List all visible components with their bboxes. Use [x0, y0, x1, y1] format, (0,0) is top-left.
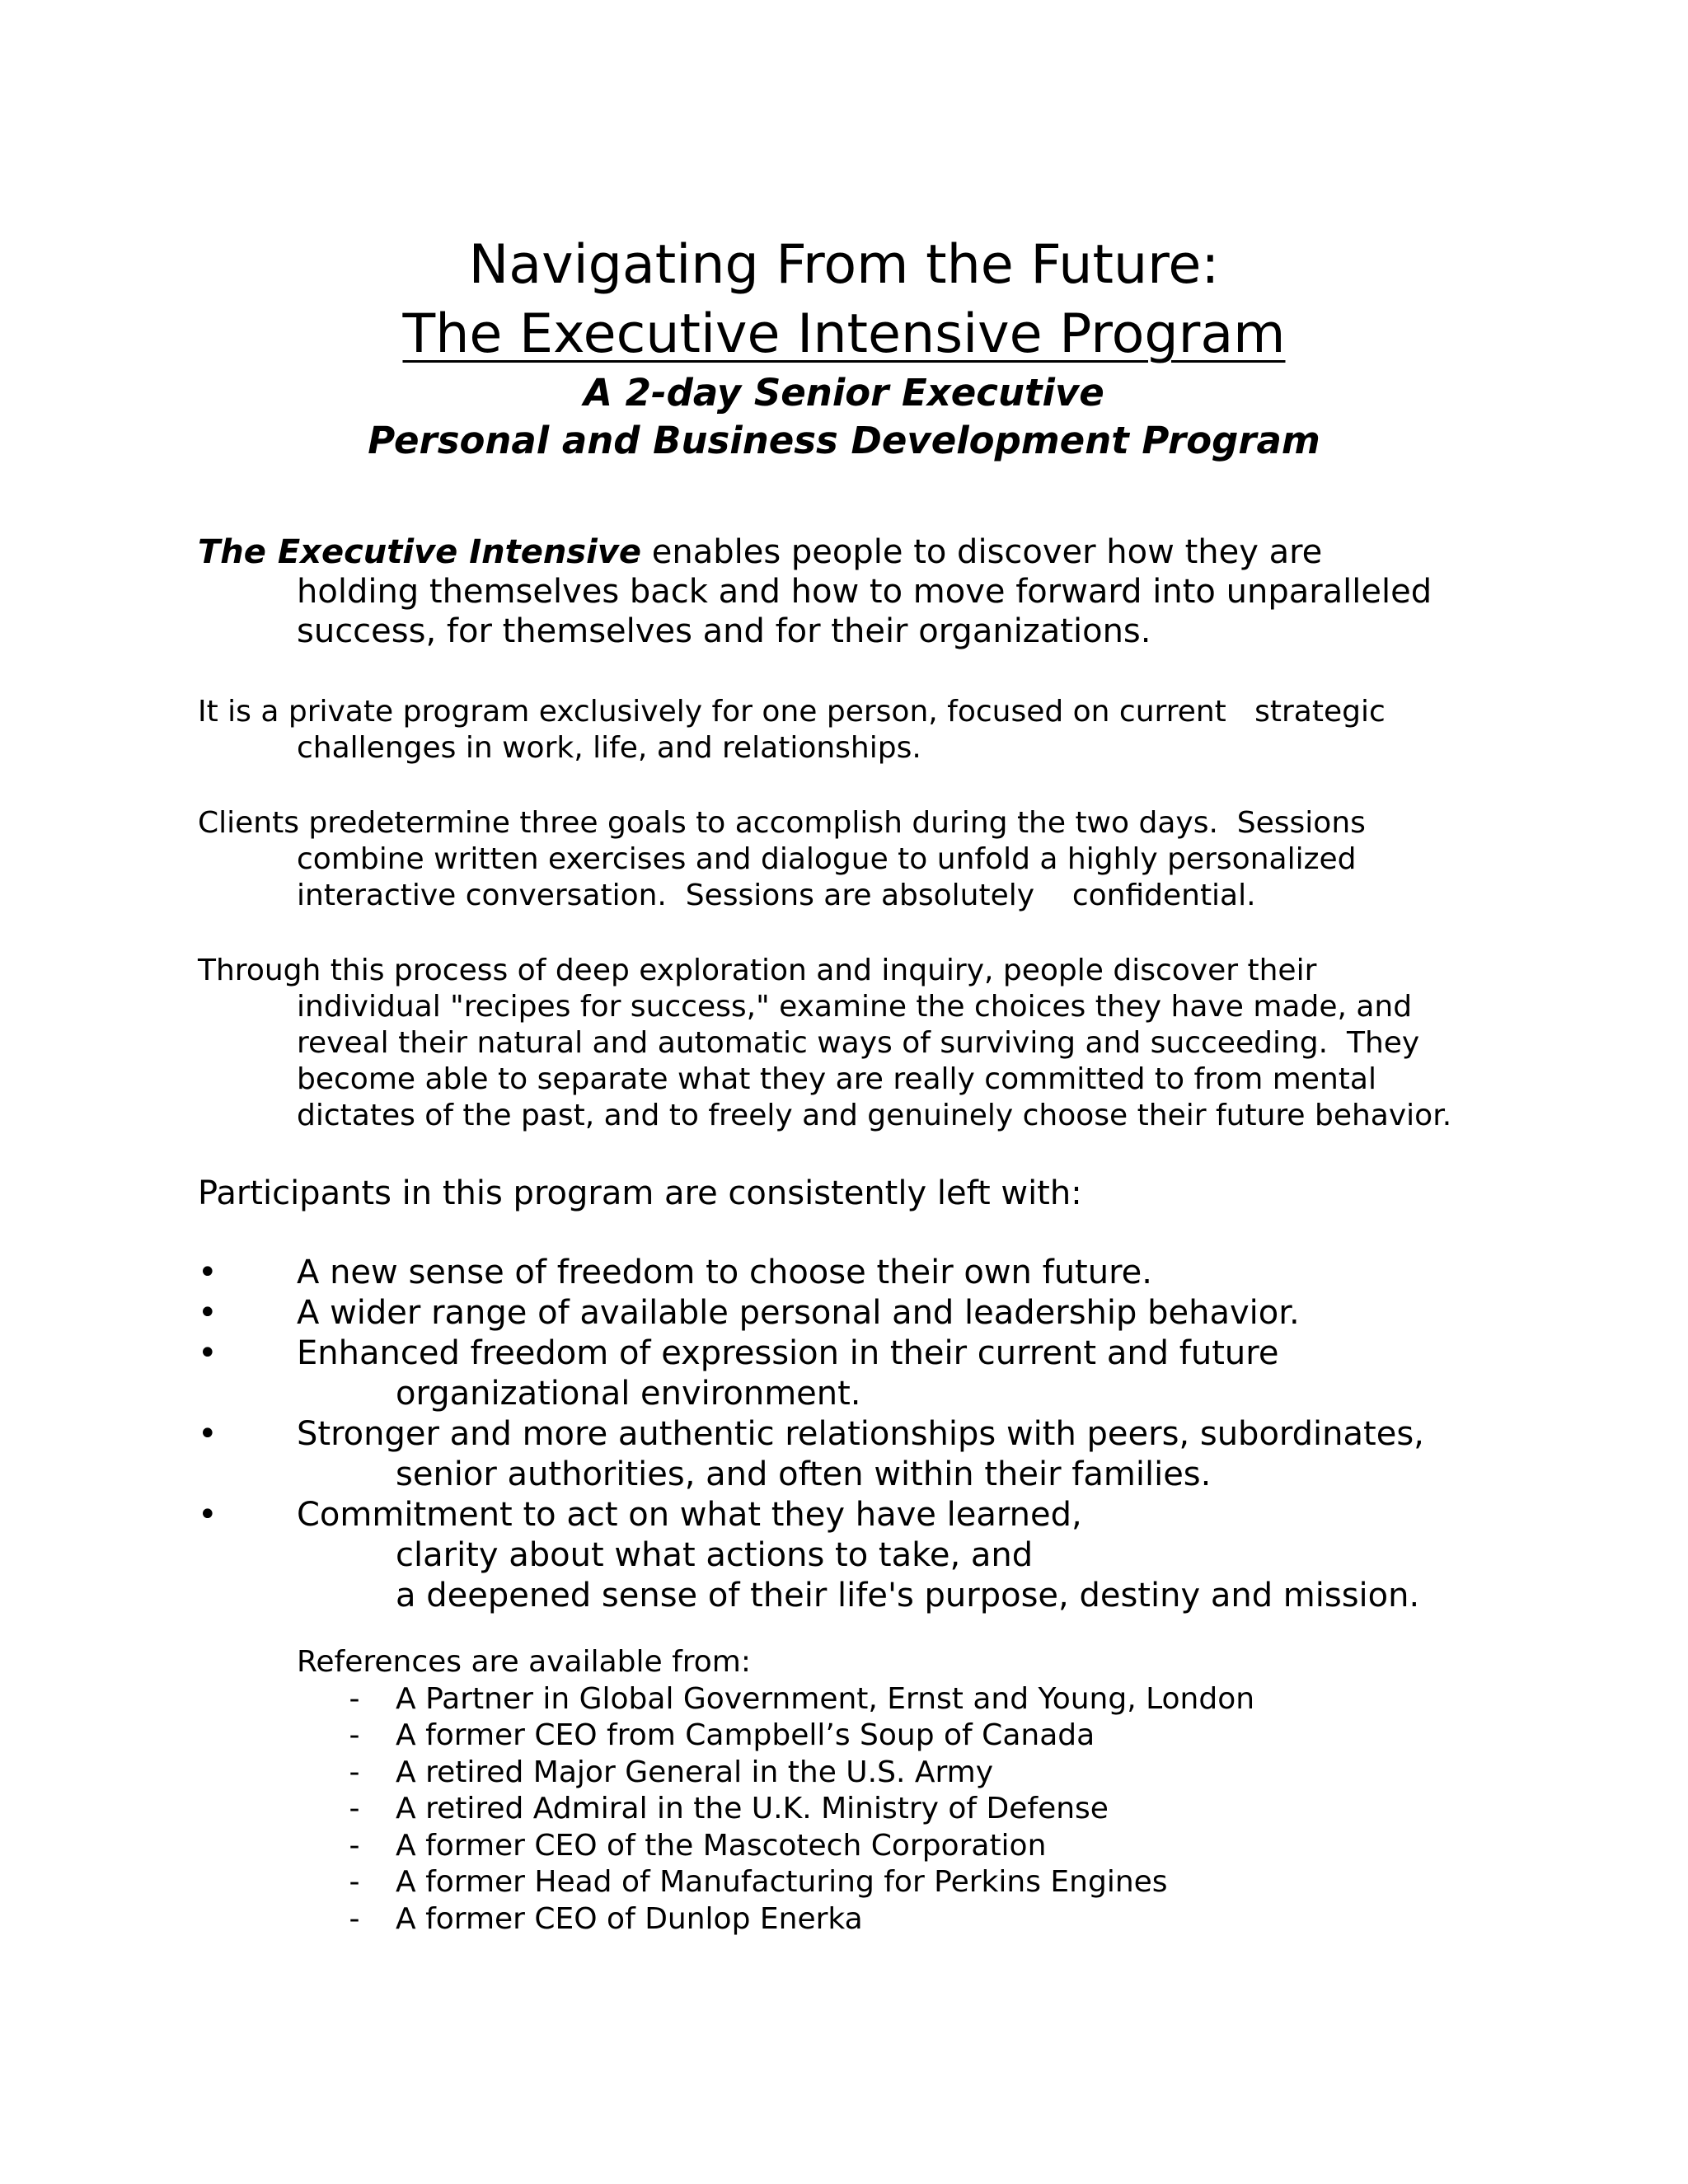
clients-paragraph — [198, 805, 1533, 914]
reference-text: A former CEO of the Mascotech Corporation — [396, 1828, 1047, 1863]
process-line-1: Through this process of deep exploration and inquiry, people discover their — [198, 954, 1317, 987]
process-line-5: dictates of the past, and to freely and genuinely choose their future behavior. — [297, 1099, 1452, 1132]
list-item — [198, 1495, 1533, 1616]
dash-icon: - — [349, 1828, 360, 1863]
bullet-icon: • — [198, 1415, 218, 1453]
references-list — [297, 1681, 1254, 1938]
clients-line-3: interactive conversation. Sessions are absolutely confidential. — [297, 879, 1256, 912]
list-item — [297, 1681, 1254, 1718]
list-item — [297, 1755, 1254, 1792]
intro-line-1: enables people to discover how they are — [641, 533, 1323, 571]
list-item — [198, 1293, 1533, 1333]
dash-icon: - — [349, 1901, 360, 1936]
list-item — [297, 1791, 1254, 1828]
bullet-text-continued: a deepened sense of their life's purpose, destiny and mission. — [396, 1577, 1420, 1615]
bullet-icon: • — [198, 1334, 218, 1372]
bullet-text: Enhanced freedom of expression in their current and future — [297, 1334, 1279, 1372]
bullet-text: A wider range of available personal and leadership behavior. — [297, 1294, 1300, 1332]
references-section — [297, 1644, 1254, 1938]
bullet-icon: • — [198, 1496, 218, 1534]
list-item — [297, 1864, 1254, 1901]
bullet-icon: • — [198, 1254, 218, 1291]
private-line-2: challenges in work, life, and relationships. — [297, 731, 921, 765]
reference-text: A Partner in Global Government, Ernst and Young, London — [396, 1681, 1255, 1716]
intro-line-3: success, for themselves and for their organizations. — [297, 612, 1151, 650]
intro-line-2: holding themselves back and how to move forward into unparalleled — [297, 573, 1432, 611]
document-title: Navigating From the Future: — [468, 234, 1220, 296]
private-line-1: It is a private program exclusively for one person, focused on current strategic — [198, 695, 1386, 729]
private-paragraph — [198, 694, 1533, 766]
reference-text: A former Head of Manufacturing for Perkins Engines — [396, 1865, 1168, 1899]
reference-text: A retired Admiral in the U.K. Ministry of Defense — [396, 1792, 1109, 1825]
list-item — [297, 1828, 1254, 1865]
dash-icon: - — [349, 1718, 360, 1752]
bullet-text: Commitment to act on what they have learned, — [297, 1496, 1082, 1534]
bullet-text-continued: senior authorities, and often within their families. — [396, 1455, 1212, 1493]
bullet-icon: • — [198, 1294, 218, 1332]
list-item — [198, 1333, 1533, 1414]
intro-lead: The Executive Intensive — [198, 533, 642, 571]
bullet-text-continued: clarity about what actions to take, and — [396, 1536, 1034, 1574]
list-item — [297, 1901, 1254, 1938]
list-item — [198, 1414, 1533, 1495]
list-item — [198, 1253, 1533, 1293]
title-block — [0, 231, 1688, 465]
program-title: The Executive Intensive Program — [402, 303, 1286, 365]
clients-line-2: combine written exercises and dialogue to unfold a highly personalized — [297, 842, 1357, 876]
dash-icon: - — [349, 1755, 360, 1789]
subtitle-line-2: Personal and Business Development Program — [368, 419, 1320, 462]
dash-icon: - — [349, 1865, 360, 1899]
reference-text: A former CEO of Dunlop Enerka — [396, 1901, 863, 1936]
dash-icon: - — [349, 1792, 360, 1825]
list-item — [297, 1718, 1254, 1755]
process-line-3: reveal their natural and automatic ways of surviving and succeeding. They — [297, 1026, 1420, 1060]
clients-line-1: Clients predetermine three goals to accomplish during the two days. Sessions — [198, 806, 1366, 840]
participants-heading: Participants in this program are consistently left with: — [198, 1174, 1082, 1212]
references-heading: References are available from: — [297, 1645, 751, 1679]
process-paragraph — [198, 953, 1533, 1134]
participants-bullet-list — [198, 1253, 1533, 1616]
dash-icon: - — [349, 1681, 360, 1716]
process-line-2: individual "recipes for success," examine the choices they have made, and — [297, 990, 1413, 1024]
bullet-text: A new sense of freedom to choose their own future. — [297, 1254, 1152, 1291]
intro-paragraph — [198, 532, 1533, 651]
bullet-text: Stronger and more authentic relationships with peers, subordinates, — [297, 1415, 1424, 1453]
bullet-text-continued: organizational environment. — [396, 1375, 861, 1413]
process-line-4: become able to separate what they are really committed to from mental — [297, 1062, 1376, 1096]
reference-text: A former CEO from Campbell’s Soup of Canada — [396, 1718, 1095, 1752]
subtitle-line-1: A 2-day Senior Executive — [584, 371, 1104, 415]
reference-text: A retired Major General in the U.S. Army — [396, 1755, 993, 1789]
